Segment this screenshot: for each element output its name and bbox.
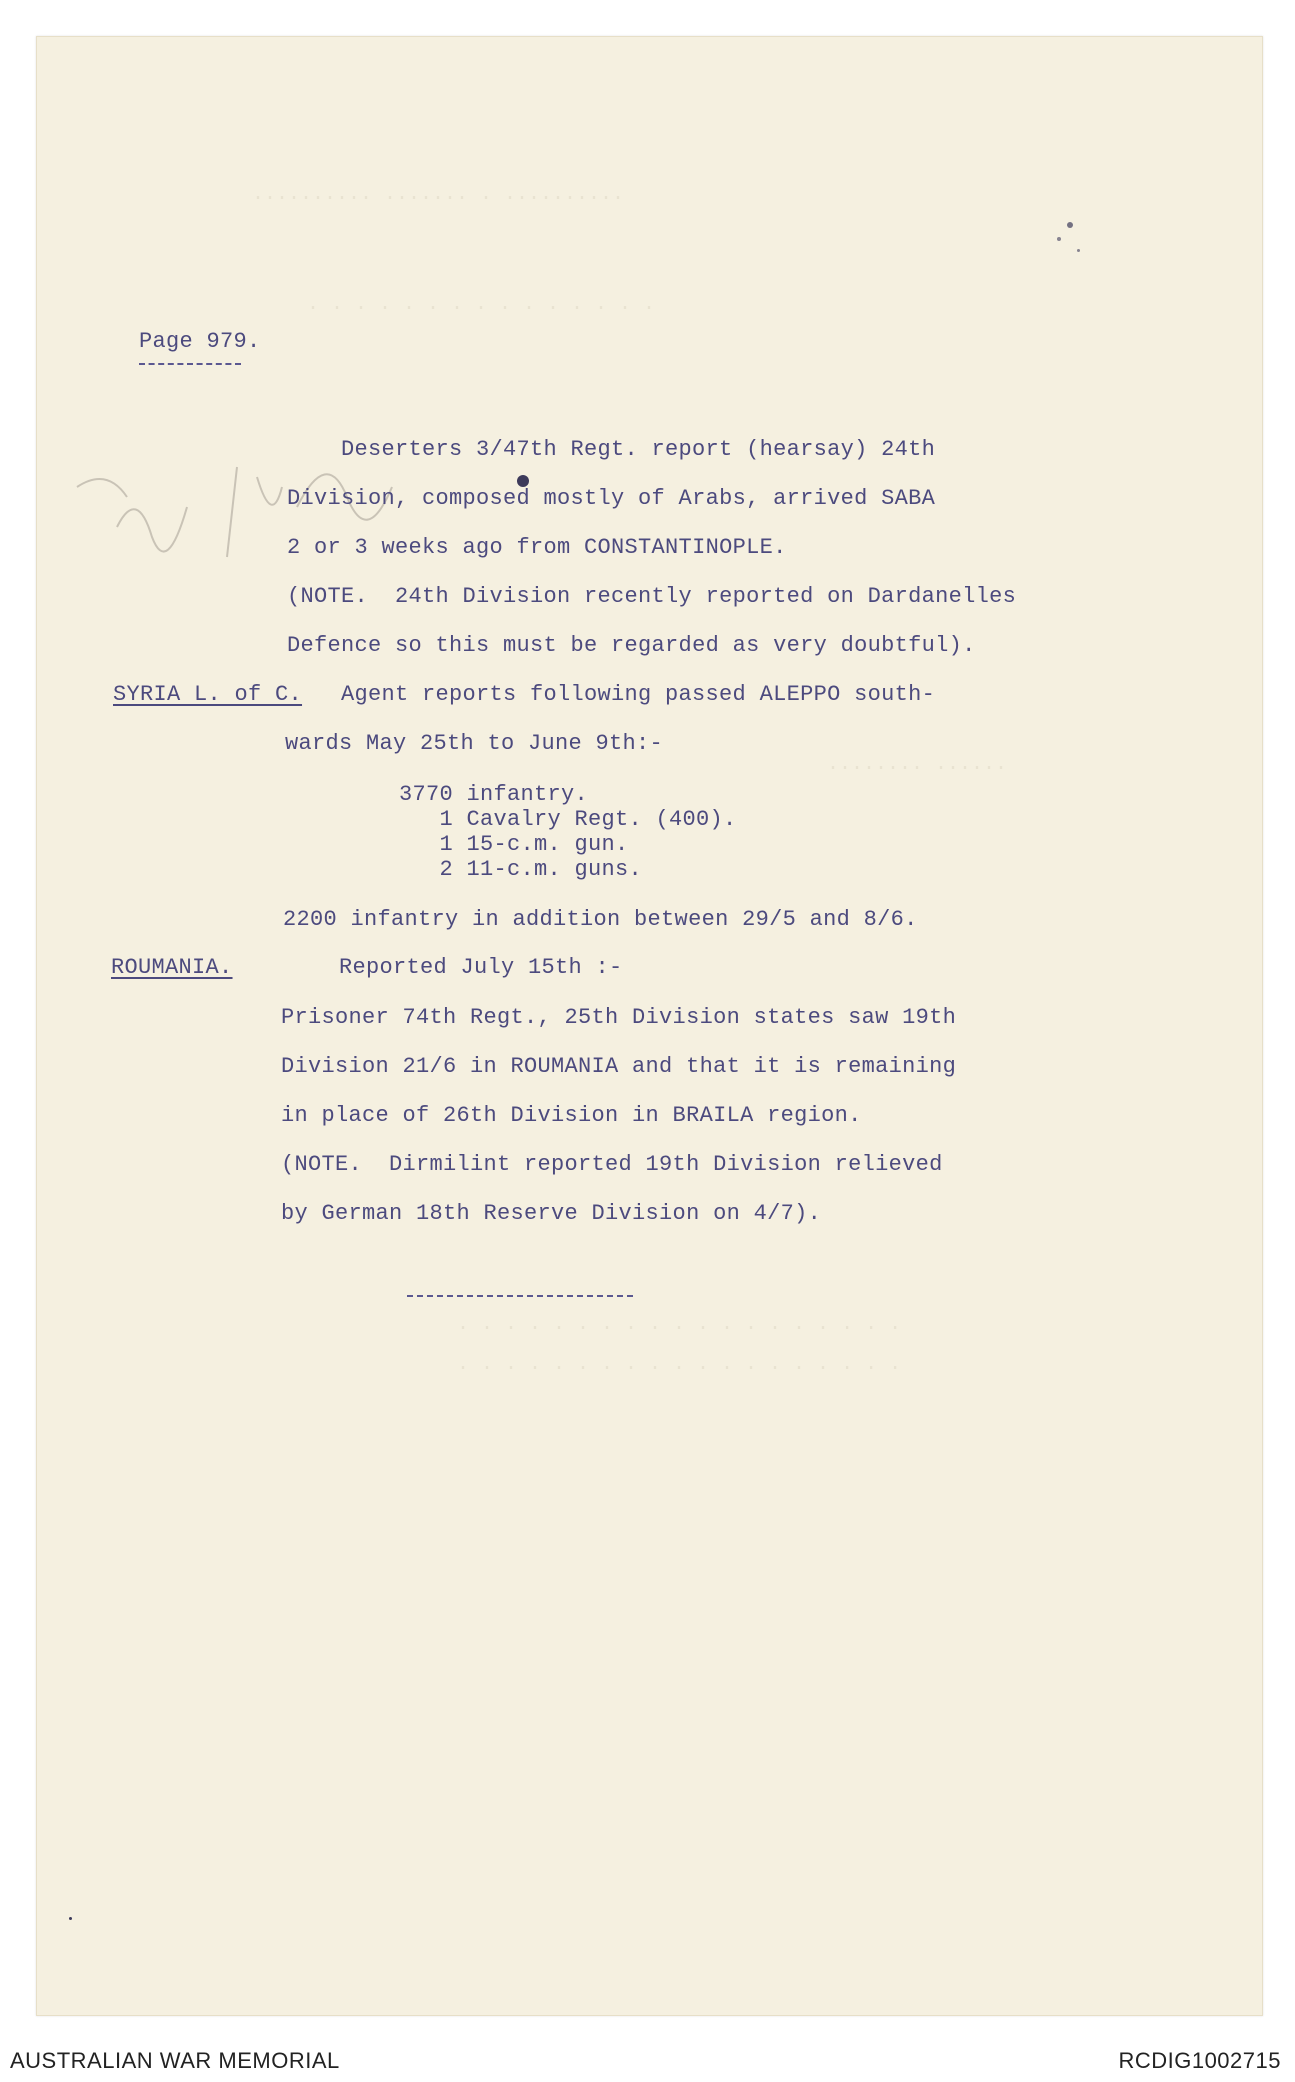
paragraph-line: by German 18th Reserve Division on 4/7). [281, 1201, 822, 1226]
footer-left: AUSTRALIAN WAR MEMORIAL [10, 2048, 340, 2073]
paragraph-line: Prisoner 74th Regt., 25th Division states saw 19th [281, 1005, 957, 1030]
section-heading-syria: SYRIA L. of C. [113, 682, 303, 707]
page-label-underline [139, 363, 241, 365]
document-sheet [36, 36, 1263, 2016]
paragraph-line: Reported July 15th :- [339, 955, 623, 980]
paragraph-line: in place of 26th Division in BRAILA region. [281, 1103, 862, 1128]
ink-speck [1077, 249, 1080, 252]
list-item: 1 15-c.m. gun. [399, 832, 629, 857]
paragraph-line: wards May 25th to June 9th:- [285, 731, 664, 756]
paragraph-line: Deserters 3/47th Regt. report (hearsay) 24th [341, 437, 936, 462]
paragraph-line: Defence so this must be regarded as very doubtful). [287, 633, 976, 658]
bleed-through-text: ·········· ······· · ·········· [252, 187, 625, 210]
paragraph-line: 2200 infantry in addition between 29/5 and 8/6. [283, 907, 918, 932]
paragraph-line: (NOTE. Dirmilint reported 19th Division relieved [281, 1152, 943, 1177]
bleed-through-text: · · · · · · · · · · · · · · · [307, 297, 656, 320]
paragraph-line: Division 21/6 in ROUMANIA and that it is remaining [281, 1054, 957, 1079]
section-heading-roumania: ROUMANIA. [111, 955, 233, 980]
bleed-through-text: ········ ······ [827, 757, 1008, 780]
paragraph-line: Agent reports following passed ALEPPO south- [341, 682, 936, 707]
ink-speck [1067, 222, 1073, 228]
paragraph-line: Division, composed mostly of Arabs, arrived SABA [287, 486, 936, 511]
list-item: 1 Cavalry Regt. (400). [399, 807, 737, 832]
ink-speck [1057, 237, 1061, 241]
bleed-through-text: · · · · · · · · · · · · · · · · · · · [457, 1357, 902, 1380]
list-item: 2 11-c.m. guns. [399, 857, 643, 882]
closing-rule [407, 1295, 633, 1297]
footer-right: RCDIG1002715 [1118, 2048, 1281, 2073]
paragraph-line: 2 or 3 weeks ago from CONSTANTINOPLE. [287, 535, 787, 560]
margin-mark [69, 1917, 72, 1920]
paragraph-line: (NOTE. 24th Division recently reported on Dardanelles [287, 584, 1017, 609]
page-label: Page 979. [139, 329, 261, 354]
list-item: 3770 infantry. [399, 782, 589, 807]
bleed-through-text: · · · · · · · · · · · · · · · · · · · [457, 1317, 902, 1340]
